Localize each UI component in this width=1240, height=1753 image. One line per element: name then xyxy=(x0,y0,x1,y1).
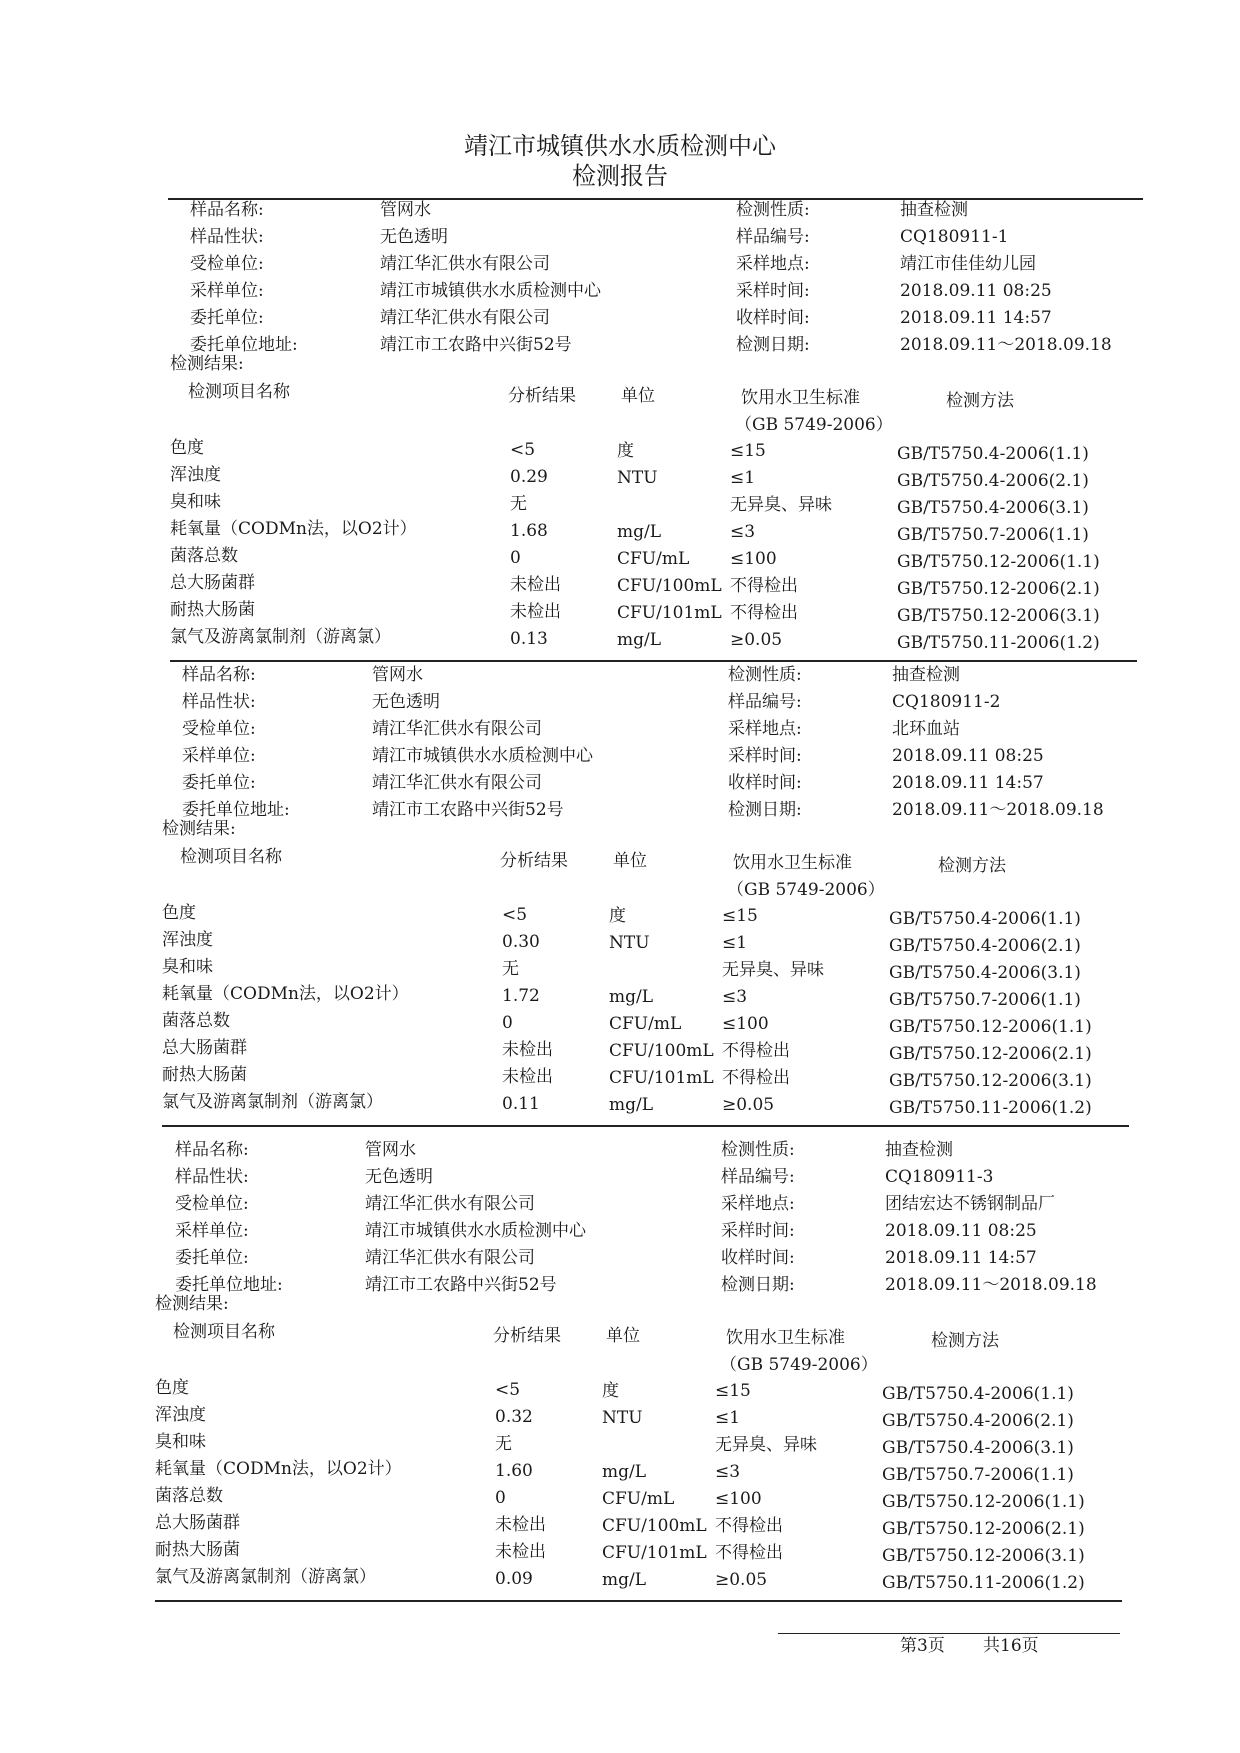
col-method-header: 检测方法 xyxy=(938,856,1006,876)
result-method: GB/T5750.11-2006(1.2) xyxy=(897,633,1100,653)
result-standard: ≤15 xyxy=(730,441,766,461)
inspected-unit-label: 受检单位: xyxy=(182,719,256,739)
result-item-name: 总大肠菌群 xyxy=(162,1038,247,1058)
col-standard-header: 饮用水卫生标准 xyxy=(741,388,860,408)
result-method: GB/T5750.4-2006(1.1) xyxy=(897,444,1089,464)
sampling-location-label: 采样地点: xyxy=(721,1194,795,1214)
entrusting-address-label: 委托单位地址: xyxy=(190,335,298,355)
result-unit: NTU xyxy=(617,468,658,488)
result-standard: 不得检出 xyxy=(722,1041,790,1061)
sampling-time-value: 2018.09.11 08:25 xyxy=(900,281,1052,301)
col-item-header: 检测项目名称 xyxy=(188,382,290,402)
sampling-time-label: 采样时间: xyxy=(721,1221,795,1241)
result-standard: ≤3 xyxy=(722,987,748,1007)
result-value: 0 xyxy=(495,1488,506,1508)
result-method: GB/T5750.4-2006(2.1) xyxy=(882,1411,1074,1431)
test-nature-label: 检测性质: xyxy=(728,665,802,685)
result-item-name: 浑浊度 xyxy=(162,930,213,950)
result-value: 无 xyxy=(502,959,519,979)
sample-state-label: 样品性状: xyxy=(182,692,256,712)
entrusting-address-value: 靖江市工农路中兴街52号 xyxy=(365,1275,557,1295)
sampling-location-value: 北环血站 xyxy=(892,719,960,739)
col-unit-header: 单位 xyxy=(613,851,647,871)
result-item-name: 耐热大肠菌 xyxy=(162,1065,247,1085)
result-method: GB/T5750.12-2006(3.1) xyxy=(889,1071,1092,1091)
test-date-label: 检测日期: xyxy=(728,800,802,820)
result-item-name: 耗氧量（CODMn法，以O2计） xyxy=(170,519,417,539)
entrusting-unit-value: 靖江华汇供水有限公司 xyxy=(365,1248,535,1268)
sampling-location-value: 靖江市佳佳幼儿园 xyxy=(900,254,1036,274)
sampling-unit-value: 靖江市城镇供水水质检测中心 xyxy=(380,281,601,301)
standard-code: （GB 5749-2006） xyxy=(727,880,885,900)
result-value: 0.09 xyxy=(495,1569,533,1589)
sampling-unit-label: 采样单位: xyxy=(175,1221,249,1241)
result-value: 0.11 xyxy=(502,1094,540,1114)
result-unit: CFU/100mL xyxy=(602,1516,707,1536)
result-method: GB/T5750.12-2006(2.1) xyxy=(882,1519,1085,1539)
receiving-time-value: 2018.09.11 14:57 xyxy=(885,1248,1037,1268)
result-value: 1.72 xyxy=(502,986,540,1006)
result-unit: mg/L xyxy=(609,1095,654,1115)
page-total: 共16页 xyxy=(983,1636,1039,1656)
result-value: 0.30 xyxy=(502,932,540,952)
result-item-name: 臭和味 xyxy=(170,492,221,512)
results-label: 检测结果: xyxy=(155,1294,229,1314)
col-method-header: 检测方法 xyxy=(931,1331,999,1351)
receiving-time-label: 收样时间: xyxy=(736,308,810,328)
result-method: GB/T5750.12-2006(3.1) xyxy=(882,1546,1085,1566)
result-item-name: 氯气及游离氯制剂（游离氯） xyxy=(162,1092,383,1112)
result-method: GB/T5750.7-2006(1.1) xyxy=(882,1465,1074,1485)
result-standard: 无异臭、异味 xyxy=(715,1435,817,1455)
inspected-unit-value: 靖江华汇供水有限公司 xyxy=(372,719,542,739)
sample-name-label: 样品名称: xyxy=(182,665,256,685)
result-value: 1.68 xyxy=(510,521,548,541)
result-value: 无 xyxy=(495,1434,512,1454)
result-unit: CFU/101mL xyxy=(617,603,722,623)
result-value: 0.13 xyxy=(510,629,548,649)
sample-no-label: 样品编号: xyxy=(721,1167,795,1187)
sample-name-value: 管网水 xyxy=(372,665,423,685)
result-item-name: 色度 xyxy=(155,1378,189,1398)
report-title: 靖江市城镇供水水质检测中心 xyxy=(464,132,776,160)
result-standard: ≤15 xyxy=(722,906,758,926)
receiving-time-value: 2018.09.11 14:57 xyxy=(892,773,1044,793)
header-rule xyxy=(168,198,1143,200)
sampling-unit-value: 靖江市城镇供水水质检测中心 xyxy=(372,746,593,766)
standard-code: （GB 5749-2006） xyxy=(735,415,893,435)
result-unit: CFU/100mL xyxy=(617,576,722,596)
sample-name-value: 管网水 xyxy=(380,200,431,220)
result-item-name: 总大肠菌群 xyxy=(170,573,255,593)
results-label: 检测结果: xyxy=(170,354,244,374)
result-value: 0 xyxy=(502,1013,513,1033)
sample-no-label: 样品编号: xyxy=(728,692,802,712)
result-value: <5 xyxy=(502,905,528,925)
inspected-unit-value: 靖江华汇供水有限公司 xyxy=(380,254,550,274)
sample-no-value: CQ180911-2 xyxy=(892,692,1001,712)
test-date-label: 检测日期: xyxy=(736,335,810,355)
result-unit: mg/L xyxy=(609,987,654,1007)
result-standard: ≤1 xyxy=(722,933,748,953)
result-method: GB/T5750.12-2006(1.1) xyxy=(889,1017,1092,1037)
result-unit: NTU xyxy=(602,1408,643,1428)
result-item-name: 菌落总数 xyxy=(170,546,238,566)
result-unit: 度 xyxy=(602,1381,619,1401)
result-unit: CFU/101mL xyxy=(609,1068,714,1088)
result-value: 未检出 xyxy=(502,1040,553,1060)
result-unit: mg/L xyxy=(617,522,662,542)
result-item-name: 氯气及游离氯制剂（游离氯） xyxy=(155,1567,376,1587)
sample-no-value: CQ180911-1 xyxy=(900,227,1009,247)
result-item-name: 菌落总数 xyxy=(155,1486,223,1506)
result-value: 0 xyxy=(510,548,521,568)
result-item-name: 色度 xyxy=(162,903,196,923)
test-date-value: 2018.09.11～2018.09.18 xyxy=(900,335,1112,355)
result-method: GB/T5750.11-2006(1.2) xyxy=(889,1098,1092,1118)
entrusting-address-value: 靖江市工农路中兴街52号 xyxy=(380,335,572,355)
result-item-name: 臭和味 xyxy=(155,1432,206,1452)
col-standard-header: 饮用水卫生标准 xyxy=(733,853,852,873)
result-item-name: 耗氧量（CODMn法，以O2计） xyxy=(155,1459,402,1479)
inspected-unit-value: 靖江华汇供水有限公司 xyxy=(365,1194,535,1214)
sample-name-label: 样品名称: xyxy=(175,1140,249,1160)
sample-no-value: CQ180911-3 xyxy=(885,1167,994,1187)
result-standard: 不得检出 xyxy=(722,1068,790,1088)
result-value: <5 xyxy=(495,1380,521,1400)
col-result-header: 分析结果 xyxy=(508,386,576,406)
result-value: 未检出 xyxy=(495,1542,546,1562)
inspected-unit-label: 受检单位: xyxy=(175,1194,249,1214)
result-method: GB/T5750.4-2006(3.1) xyxy=(897,498,1089,518)
sampling-time-label: 采样时间: xyxy=(728,746,802,766)
entrusting-unit-value: 靖江华汇供水有限公司 xyxy=(380,308,550,328)
result-item-name: 浑浊度 xyxy=(170,465,221,485)
result-method: GB/T5750.7-2006(1.1) xyxy=(897,525,1089,545)
result-standard: ≥0.05 xyxy=(715,1570,768,1590)
sampling-time-label: 采样时间: xyxy=(736,281,810,301)
result-item-name: 总大肠菌群 xyxy=(155,1513,240,1533)
test-nature-label: 检测性质: xyxy=(736,200,810,220)
result-value: 无 xyxy=(510,494,527,514)
result-standard: ≤100 xyxy=(715,1489,762,1509)
entrusting-unit-label: 委托单位: xyxy=(175,1248,249,1268)
sample-state-value: 无色透明 xyxy=(365,1167,433,1187)
result-method: GB/T5750.11-2006(1.2) xyxy=(882,1573,1085,1593)
result-value: 1.60 xyxy=(495,1461,533,1481)
result-method: GB/T5750.12-2006(1.1) xyxy=(882,1492,1085,1512)
result-unit: 度 xyxy=(609,906,626,926)
sample-state-value: 无色透明 xyxy=(372,692,440,712)
result-method: GB/T5750.4-2006(3.1) xyxy=(882,1438,1074,1458)
result-standard: ≤100 xyxy=(722,1014,769,1034)
result-item-name: 菌落总数 xyxy=(162,1011,230,1031)
receiving-time-label: 收样时间: xyxy=(721,1248,795,1268)
receiving-time-value: 2018.09.11 14:57 xyxy=(900,308,1052,328)
sampling-location-value: 团结宏达不锈钢制品厂 xyxy=(885,1194,1055,1214)
result-method: GB/T5750.4-2006(1.1) xyxy=(882,1384,1074,1404)
entrusting-unit-label: 委托单位: xyxy=(190,308,264,328)
footer-rule xyxy=(778,1633,1120,1634)
result-item-name: 色度 xyxy=(170,438,204,458)
sampling-unit-value: 靖江市城镇供水水质检测中心 xyxy=(365,1221,586,1241)
section-rule xyxy=(162,1125,1129,1127)
result-standard: ≤3 xyxy=(730,522,756,542)
result-unit: NTU xyxy=(609,933,650,953)
result-value: 未检出 xyxy=(510,575,561,595)
receiving-time-label: 收样时间: xyxy=(728,773,802,793)
result-item-name: 耐热大肠菌 xyxy=(155,1540,240,1560)
result-standard: 无异臭、异味 xyxy=(730,495,832,515)
result-standard: ≥0.05 xyxy=(730,630,783,650)
col-item-header: 检测项目名称 xyxy=(180,847,282,867)
section-rule xyxy=(170,660,1137,662)
sampling-location-label: 采样地点: xyxy=(736,254,810,274)
result-standard: ≤1 xyxy=(730,468,756,488)
result-standard: 无异臭、异味 xyxy=(722,960,824,980)
result-item-name: 臭和味 xyxy=(162,957,213,977)
result-standard: 不得检出 xyxy=(715,1516,783,1536)
result-value: 未检出 xyxy=(495,1515,546,1535)
result-unit: CFU/mL xyxy=(617,549,690,569)
sample-state-label: 样品性状: xyxy=(190,227,264,247)
col-result-header: 分析结果 xyxy=(493,1326,561,1346)
result-value: 未检出 xyxy=(510,602,561,622)
result-method: GB/T5750.12-2006(2.1) xyxy=(897,579,1100,599)
entrusting-unit-value: 靖江华汇供水有限公司 xyxy=(372,773,542,793)
result-unit: mg/L xyxy=(602,1570,647,1590)
test-nature-label: 检测性质: xyxy=(721,1140,795,1160)
col-standard-header: 饮用水卫生标准 xyxy=(726,1328,845,1348)
result-value: <5 xyxy=(510,440,536,460)
result-unit: CFU/100mL xyxy=(609,1041,714,1061)
test-date-label: 检测日期: xyxy=(721,1275,795,1295)
col-item-header: 检测项目名称 xyxy=(173,1322,275,1342)
result-value: 0.29 xyxy=(510,467,548,487)
test-date-value: 2018.09.11～2018.09.18 xyxy=(892,800,1104,820)
result-value: 未检出 xyxy=(502,1067,553,1087)
report-subtitle: 检测报告 xyxy=(572,162,668,190)
result-standard: 不得检出 xyxy=(715,1543,783,1563)
result-standard: 不得检出 xyxy=(730,576,798,596)
entrusting-address-value: 靖江市工农路中兴街52号 xyxy=(372,800,564,820)
result-unit: 度 xyxy=(617,441,634,461)
result-method: GB/T5750.4-2006(2.1) xyxy=(897,471,1089,491)
result-method: GB/T5750.7-2006(1.1) xyxy=(889,990,1081,1010)
col-unit-header: 单位 xyxy=(606,1326,640,1346)
result-method: GB/T5750.4-2006(2.1) xyxy=(889,936,1081,956)
test-nature-value: 抽查检测 xyxy=(900,200,968,220)
result-standard: 不得检出 xyxy=(730,603,798,623)
result-standard: ≤100 xyxy=(730,549,777,569)
entrusting-unit-label: 委托单位: xyxy=(182,773,256,793)
result-item-name: 氯气及游离氯制剂（游离氯） xyxy=(170,627,391,647)
result-item-name: 耗氧量（CODMn法，以O2计） xyxy=(162,984,409,1004)
sampling-unit-label: 采样单位: xyxy=(190,281,264,301)
inspected-unit-label: 受检单位: xyxy=(190,254,264,274)
result-method: GB/T5750.12-2006(3.1) xyxy=(897,606,1100,626)
result-standard: ≤3 xyxy=(715,1462,741,1482)
result-method: GB/T5750.12-2006(1.1) xyxy=(897,552,1100,572)
result-unit: CFU/101mL xyxy=(602,1543,707,1563)
result-method: GB/T5750.4-2006(1.1) xyxy=(889,909,1081,929)
standard-code: （GB 5749-2006） xyxy=(720,1355,878,1375)
entrusting-address-label: 委托单位地址: xyxy=(182,800,290,820)
result-unit: mg/L xyxy=(617,630,662,650)
result-method: GB/T5750.4-2006(3.1) xyxy=(889,963,1081,983)
result-standard: ≥0.05 xyxy=(722,1095,775,1115)
sample-name-value: 管网水 xyxy=(365,1140,416,1160)
test-date-value: 2018.09.11～2018.09.18 xyxy=(885,1275,1097,1295)
result-standard: ≤1 xyxy=(715,1408,741,1428)
page-number: 第3页 xyxy=(900,1636,945,1656)
col-unit-header: 单位 xyxy=(621,386,655,406)
result-unit: mg/L xyxy=(602,1462,647,1482)
col-method-header: 检测方法 xyxy=(946,391,1014,411)
sample-state-value: 无色透明 xyxy=(380,227,448,247)
sample-state-label: 样品性状: xyxy=(175,1167,249,1187)
test-nature-value: 抽查检测 xyxy=(885,1140,953,1160)
result-value: 0.32 xyxy=(495,1407,533,1427)
results-label: 检测结果: xyxy=(162,819,236,839)
result-unit: CFU/mL xyxy=(609,1014,682,1034)
sample-no-label: 样品编号: xyxy=(736,227,810,247)
result-method: GB/T5750.12-2006(2.1) xyxy=(889,1044,1092,1064)
sampling-location-label: 采样地点: xyxy=(728,719,802,739)
col-result-header: 分析结果 xyxy=(500,851,568,871)
test-nature-value: 抽查检测 xyxy=(892,665,960,685)
result-unit: CFU/mL xyxy=(602,1489,675,1509)
section-rule xyxy=(155,1600,1122,1602)
sample-name-label: 样品名称: xyxy=(190,200,264,220)
result-standard: ≤15 xyxy=(715,1381,751,1401)
result-item-name: 浑浊度 xyxy=(155,1405,206,1425)
result-item-name: 耐热大肠菌 xyxy=(170,600,255,620)
entrusting-address-label: 委托单位地址: xyxy=(175,1275,283,1295)
sampling-unit-label: 采样单位: xyxy=(182,746,256,766)
sampling-time-value: 2018.09.11 08:25 xyxy=(892,746,1044,766)
sampling-time-value: 2018.09.11 08:25 xyxy=(885,1221,1037,1241)
